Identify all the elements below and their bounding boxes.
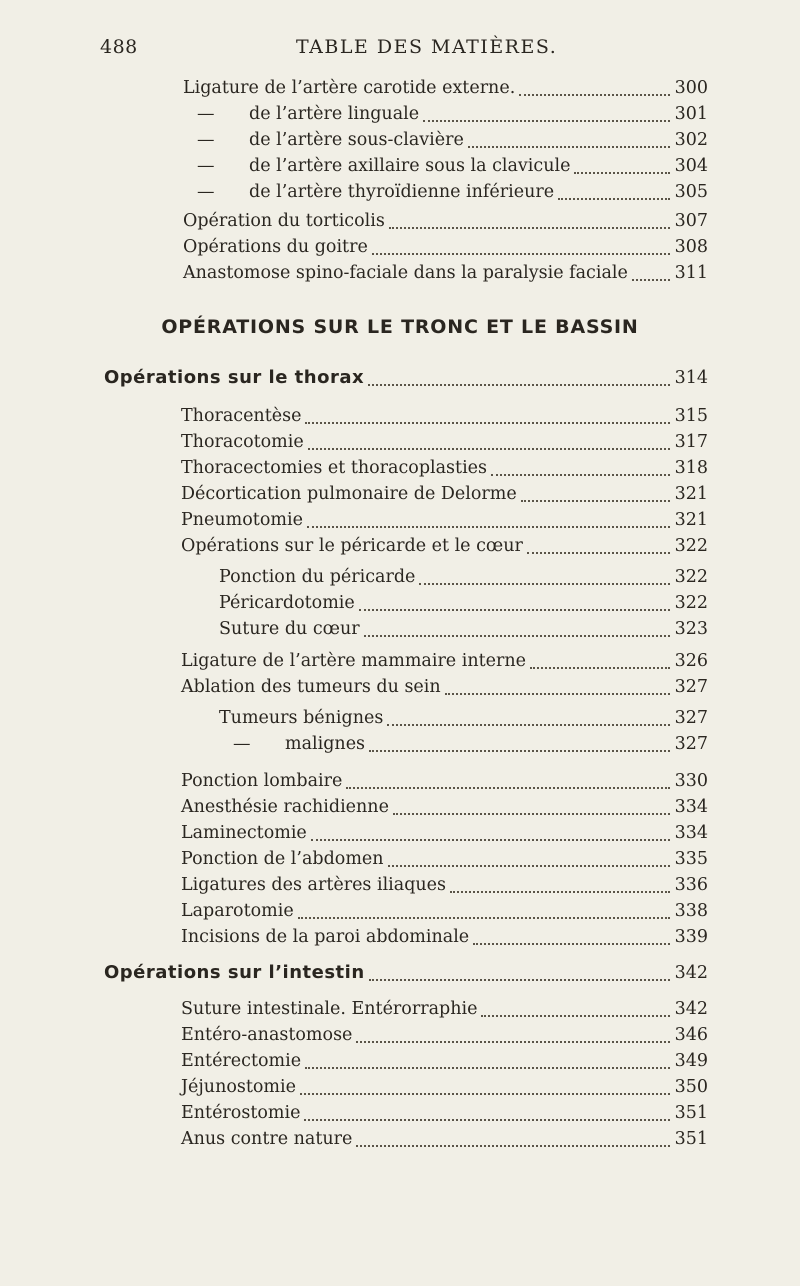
entry-label: [181, 847, 384, 871]
leader-dots: [300, 1093, 670, 1095]
entry-label: [181, 997, 477, 1021]
leader-dots: [530, 667, 670, 669]
leader-dots: [450, 891, 670, 893]
toc-entry: [219, 732, 708, 756]
entry-text: Ablation des tumeurs du sein: [181, 677, 441, 697]
leader-dots: [387, 724, 670, 726]
entry-text: Jéjunostomie: [181, 1077, 296, 1097]
entry-text: Suture intestinale. Entérorraphie: [181, 999, 478, 1019]
entry-text: Opération du torticolis: [183, 211, 385, 231]
section-title: OPÉRATIONS SUR LE TRONC ET LE BASSIN: [161, 316, 639, 338]
entry-text: Opérations sur l’intestin: [104, 962, 365, 983]
entry-label: [181, 821, 307, 845]
entry-text: Laminectomie: [181, 823, 307, 843]
toc-entry: [181, 649, 708, 673]
entry-text: Ligature de l’artère carotide externe.: [183, 78, 516, 98]
leader-dots: [393, 813, 670, 815]
leader-dots: [468, 146, 670, 148]
entry-text: Opérations du goitre: [183, 237, 368, 257]
leader-dots: [481, 1015, 670, 1017]
entry-text: Anus contre nature: [181, 1129, 353, 1149]
entry-label: [181, 508, 303, 532]
entry-page-number: 351: [674, 1129, 708, 1149]
leader-dots: [311, 839, 670, 841]
entry-text: Thoracectomies et thoracoplasties: [181, 458, 488, 478]
entry-label: [183, 261, 628, 285]
entry-text: Anesthésie rachidienne: [181, 797, 389, 817]
toc-entry: [181, 795, 708, 819]
toc-entry: [219, 591, 708, 615]
leader-dots: [419, 583, 670, 585]
entry-label: [181, 404, 301, 428]
entry-text: Entérectomie: [181, 1051, 302, 1071]
entry-label: [181, 456, 487, 480]
entry-label: [181, 925, 469, 949]
leader-dots: [298, 917, 670, 919]
entry-page-number: 346: [674, 1025, 708, 1045]
entry-label: [181, 1127, 352, 1151]
leader-dots: [519, 94, 670, 96]
entry-label: [183, 180, 554, 204]
entry-page-number: 305: [674, 182, 708, 202]
entry-page-number: 351: [674, 1103, 708, 1123]
leader-dots: [307, 526, 670, 528]
entry-label: [219, 732, 365, 756]
entry-label: [183, 209, 385, 233]
toc-entry: [219, 565, 708, 589]
toc-entry: [181, 925, 708, 949]
leader-dots: [305, 1067, 670, 1069]
entry-label: [181, 795, 389, 819]
toc-entry: [181, 847, 708, 871]
toc-entry: [181, 769, 708, 793]
leader-dots: [423, 120, 670, 122]
entry-label: [181, 1023, 352, 1047]
entry-label: [183, 76, 515, 100]
toc-entry: [181, 430, 708, 454]
leader-dots: [521, 500, 670, 502]
entry-text: malignes: [285, 734, 366, 754]
entry-text: Thoracotomie: [181, 432, 304, 452]
entry-label: [181, 873, 446, 897]
leader-dots: [574, 172, 670, 174]
entry-page-number: 335: [674, 849, 708, 869]
leader-dots: [491, 474, 670, 476]
entry-page-number: 307: [674, 211, 708, 231]
toc-entry: [181, 1101, 708, 1125]
toc-entry: [181, 534, 708, 558]
toc-entry: [183, 102, 708, 126]
entry-text: Opérations sur le thorax: [104, 367, 365, 388]
entry-page-number: 302: [674, 130, 708, 150]
leader-dots: [388, 865, 670, 867]
entry-page-number: 334: [674, 823, 708, 843]
entry-text: de l’artère thyroïdienne inférieure: [249, 182, 555, 202]
entry-text: de l’artère linguale: [249, 104, 420, 124]
toc-entry: [181, 899, 708, 923]
entry-label: [181, 899, 294, 923]
entry-label: [181, 430, 304, 454]
entry-page-number: 327: [674, 734, 708, 754]
entry-label: [183, 128, 464, 152]
leader-dots: [364, 635, 670, 637]
entry-label: [181, 1049, 301, 1073]
entry-page-number: 317: [674, 432, 708, 452]
entry-page-number: 300: [674, 78, 708, 98]
ditto-dash: —: [197, 182, 215, 202]
page-number: 488: [100, 36, 138, 58]
entry-text: de l’artère axillaire sous la clavicule: [249, 156, 571, 176]
leader-dots: [372, 253, 670, 255]
leader-dots: [308, 448, 670, 450]
leader-dots: [558, 198, 670, 200]
entry-label: [181, 675, 441, 699]
entry-page-number: 323: [674, 619, 708, 639]
toc-entry: [183, 261, 708, 285]
toc-entry: [183, 209, 708, 233]
entry-label: [181, 1101, 300, 1125]
entry-label: [183, 235, 368, 259]
toc-entry: [181, 1023, 708, 1047]
entry-label: [104, 961, 365, 985]
entry-label: [181, 534, 523, 558]
toc-entry: [183, 235, 708, 259]
leader-dots: [305, 422, 670, 424]
leader-dots: [356, 1145, 670, 1147]
ditto-dash: —: [197, 156, 215, 176]
entry-page-number: 315: [674, 406, 708, 426]
entry-page-number: 321: [674, 484, 708, 504]
toc-entry: [219, 706, 708, 730]
toc-entry: [181, 821, 708, 845]
toc-entry: [181, 873, 708, 897]
entry-text: Opérations sur le péricarde et le cœur: [181, 536, 523, 556]
entry-page-number: 326: [674, 651, 708, 671]
entry-page-number: 327: [674, 677, 708, 697]
toc-heading-entry: [104, 961, 708, 985]
entry-label: [183, 102, 419, 126]
entry-page-number: 339: [674, 927, 708, 947]
toc-entry: [181, 997, 708, 1021]
ditto-dash: —: [233, 734, 251, 754]
entry-text: Décortication pulmonaire de Delorme: [181, 484, 517, 504]
entry-label: [181, 1075, 296, 1099]
toc-entry: [219, 617, 708, 641]
entry-page-number: 322: [674, 567, 708, 587]
entry-page-number: 308: [674, 237, 708, 257]
entry-page-number: 327: [674, 708, 708, 728]
entry-text: Laparotomie: [181, 901, 294, 921]
toc-entry: [181, 1075, 708, 1099]
entry-text: Anastomose spino-faciale dans la paralysie faciale: [183, 263, 628, 283]
entry-label: [219, 565, 415, 589]
entry-page-number: 330: [674, 771, 708, 791]
toc-entry: [181, 675, 708, 699]
entry-text: Suture du cœur: [219, 619, 360, 639]
toc-entry: [183, 180, 708, 204]
toc-entry: [181, 508, 708, 532]
entry-page-number: 336: [674, 875, 708, 895]
entry-label: [219, 706, 383, 730]
toc-heading-entry: [104, 366, 708, 390]
entry-label: [181, 769, 342, 793]
entry-page-number: 322: [674, 536, 708, 556]
toc-entry: [181, 456, 708, 480]
ditto-dash: —: [197, 104, 215, 124]
entry-text: de l’artère sous-clavière: [249, 130, 464, 150]
leader-dots: [445, 693, 670, 695]
entry-page-number: 322: [674, 593, 708, 613]
toc-entry: [183, 76, 708, 100]
entry-label: [219, 591, 355, 615]
leader-dots: [346, 787, 670, 789]
entry-text: Péricardotomie: [219, 593, 355, 613]
entry-page-number: 301: [674, 104, 708, 124]
entry-text: Thoracentèse: [181, 406, 302, 426]
entry-text: Entéro-anastomose: [181, 1025, 353, 1045]
entry-page-number: 342: [674, 963, 708, 983]
entry-text: Entérostomie: [181, 1103, 301, 1123]
leader-dots: [359, 609, 670, 611]
leader-dots: [389, 227, 670, 229]
entry-text: Ponction lombaire: [181, 771, 343, 791]
entry-text: Ligatures des artères iliaques: [181, 875, 447, 895]
entry-label: [181, 649, 526, 673]
leader-dots: [527, 552, 670, 554]
entry-label: [104, 366, 364, 390]
toc-entry: [181, 404, 708, 428]
entry-text: Pneumotomie: [181, 510, 303, 530]
page-header: [100, 36, 700, 66]
leader-dots: [473, 943, 670, 945]
ditto-dash: —: [197, 130, 215, 150]
entry-page-number: 321: [674, 510, 708, 530]
entry-label: [219, 617, 360, 641]
entry-page-number: 311: [674, 263, 708, 283]
toc-entry: [183, 128, 708, 152]
toc-entry: [181, 1127, 708, 1151]
leader-dots: [356, 1041, 670, 1043]
entry-page-number: 304: [674, 156, 708, 176]
toc-entry: [181, 482, 708, 506]
entry-page-number: 350: [674, 1077, 708, 1097]
entry-page-number: 334: [674, 797, 708, 817]
toc-entry: [183, 154, 708, 178]
entry-page-number: 314: [674, 368, 708, 388]
entry-label: [183, 154, 570, 178]
entry-text: Tumeurs bénignes: [219, 708, 384, 728]
leader-dots: [369, 979, 670, 981]
leader-dots: [369, 750, 670, 752]
entry-page-number: 338: [674, 901, 708, 921]
entry-label: [181, 482, 517, 506]
entry-page-number: 349: [674, 1051, 708, 1071]
toc-entry: [181, 1049, 708, 1073]
leader-dots: [368, 384, 670, 386]
entry-text: Ligature de l’artère mammaire interne: [181, 651, 526, 671]
running-title: TABLE DES MATIÈRES.: [296, 36, 558, 58]
entry-page-number: 342: [674, 999, 708, 1019]
leader-dots: [632, 279, 670, 281]
entry-text: Ponction du péricarde: [219, 567, 416, 587]
entry-page-number: 318: [674, 458, 708, 478]
leader-dots: [304, 1119, 670, 1121]
entry-text: Ponction de l’abdomen: [181, 849, 384, 869]
entry-text: Incisions de la paroi abdominale: [181, 927, 470, 947]
